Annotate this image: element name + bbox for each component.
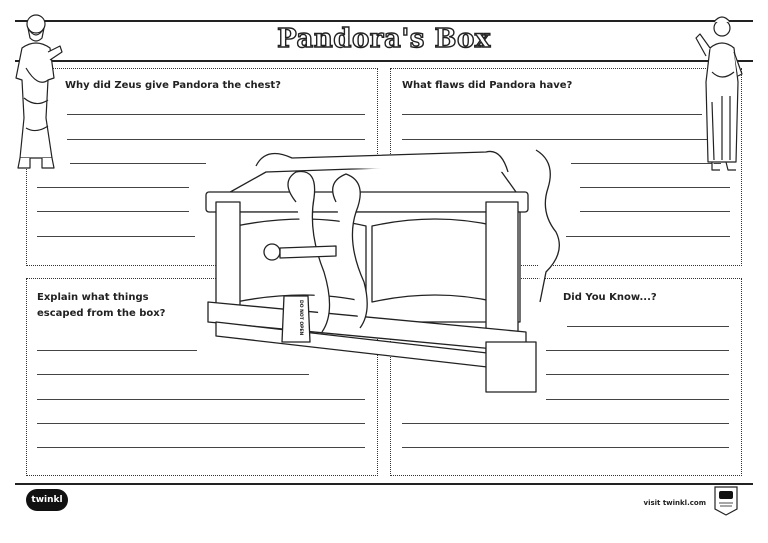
writing-line[interactable] <box>580 211 730 212</box>
footer-url[interactable]: visit twinkl.com <box>643 499 706 507</box>
pandora-figure-illustration <box>692 12 748 174</box>
writing-line[interactable] <box>67 139 365 140</box>
writing-line[interactable] <box>402 447 729 448</box>
zeus-figure-illustration <box>8 8 64 176</box>
writing-line[interactable] <box>37 350 197 351</box>
writing-line[interactable] <box>37 399 365 400</box>
writing-line[interactable] <box>37 211 189 212</box>
writing-line[interactable] <box>402 114 702 115</box>
writing-line[interactable] <box>567 326 729 327</box>
page-title: Pandora's Box <box>277 24 491 54</box>
question-pandora-flaws: What flaws did Pandora have? <box>402 80 573 91</box>
footer-rule <box>15 483 753 485</box>
question-zeus-chest: Why did Zeus give Pandora the chest? <box>65 80 281 91</box>
writing-line[interactable] <box>566 236 730 237</box>
writing-line[interactable] <box>37 447 365 448</box>
header-bottom-rule <box>15 60 753 62</box>
pandoras-box-illustration <box>196 142 576 398</box>
writing-line[interactable] <box>67 114 365 115</box>
writing-line[interactable] <box>37 187 189 188</box>
quality-badge-icon <box>711 485 741 517</box>
twinkl-logo: twinkl <box>26 489 68 511</box>
writing-line[interactable] <box>70 163 206 164</box>
writing-line[interactable] <box>37 423 365 424</box>
question-things-escaped: Explain what things escaped from the box? <box>37 292 166 319</box>
writing-line[interactable] <box>580 187 730 188</box>
tag-text: DO NOT OPEN <box>298 300 303 336</box>
writing-line[interactable] <box>37 236 195 237</box>
header-top-rule <box>15 20 753 22</box>
writing-line[interactable] <box>402 139 718 140</box>
writing-line[interactable] <box>546 399 729 400</box>
writing-line[interactable] <box>402 423 729 424</box>
question-did-you-know: Did You Know...? <box>563 292 657 303</box>
